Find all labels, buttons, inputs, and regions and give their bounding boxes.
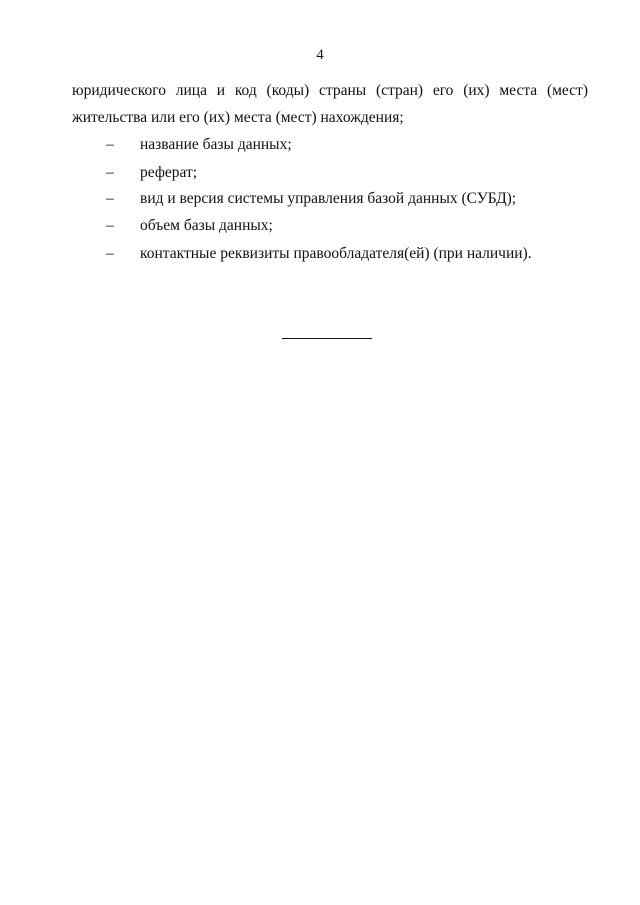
paragraph-line: юридического лица и код (коды) страны (стран) его (их) места (мест) xyxy=(72,82,588,99)
page-number: 4 xyxy=(316,47,324,63)
list-item-text: название базы данных; xyxy=(140,136,292,153)
list-dash: – xyxy=(106,217,114,234)
list-item-text: объем базы данных; xyxy=(140,217,273,234)
end-separator-line xyxy=(282,338,372,339)
paragraph-line: жительства или его (их) места (мест) нахождения; xyxy=(72,109,404,126)
list-item-text: вид и версия системы управления базой данных (СУБД); xyxy=(140,190,517,207)
list-item-text: реферат; xyxy=(140,164,198,181)
list-dash: – xyxy=(106,190,114,207)
list-item-text: контактные реквизиты правообладателя(ей) (при наличии). xyxy=(140,245,532,262)
list-dash: – xyxy=(106,164,114,181)
list-dash: – xyxy=(106,245,114,262)
list-dash: – xyxy=(106,136,114,153)
